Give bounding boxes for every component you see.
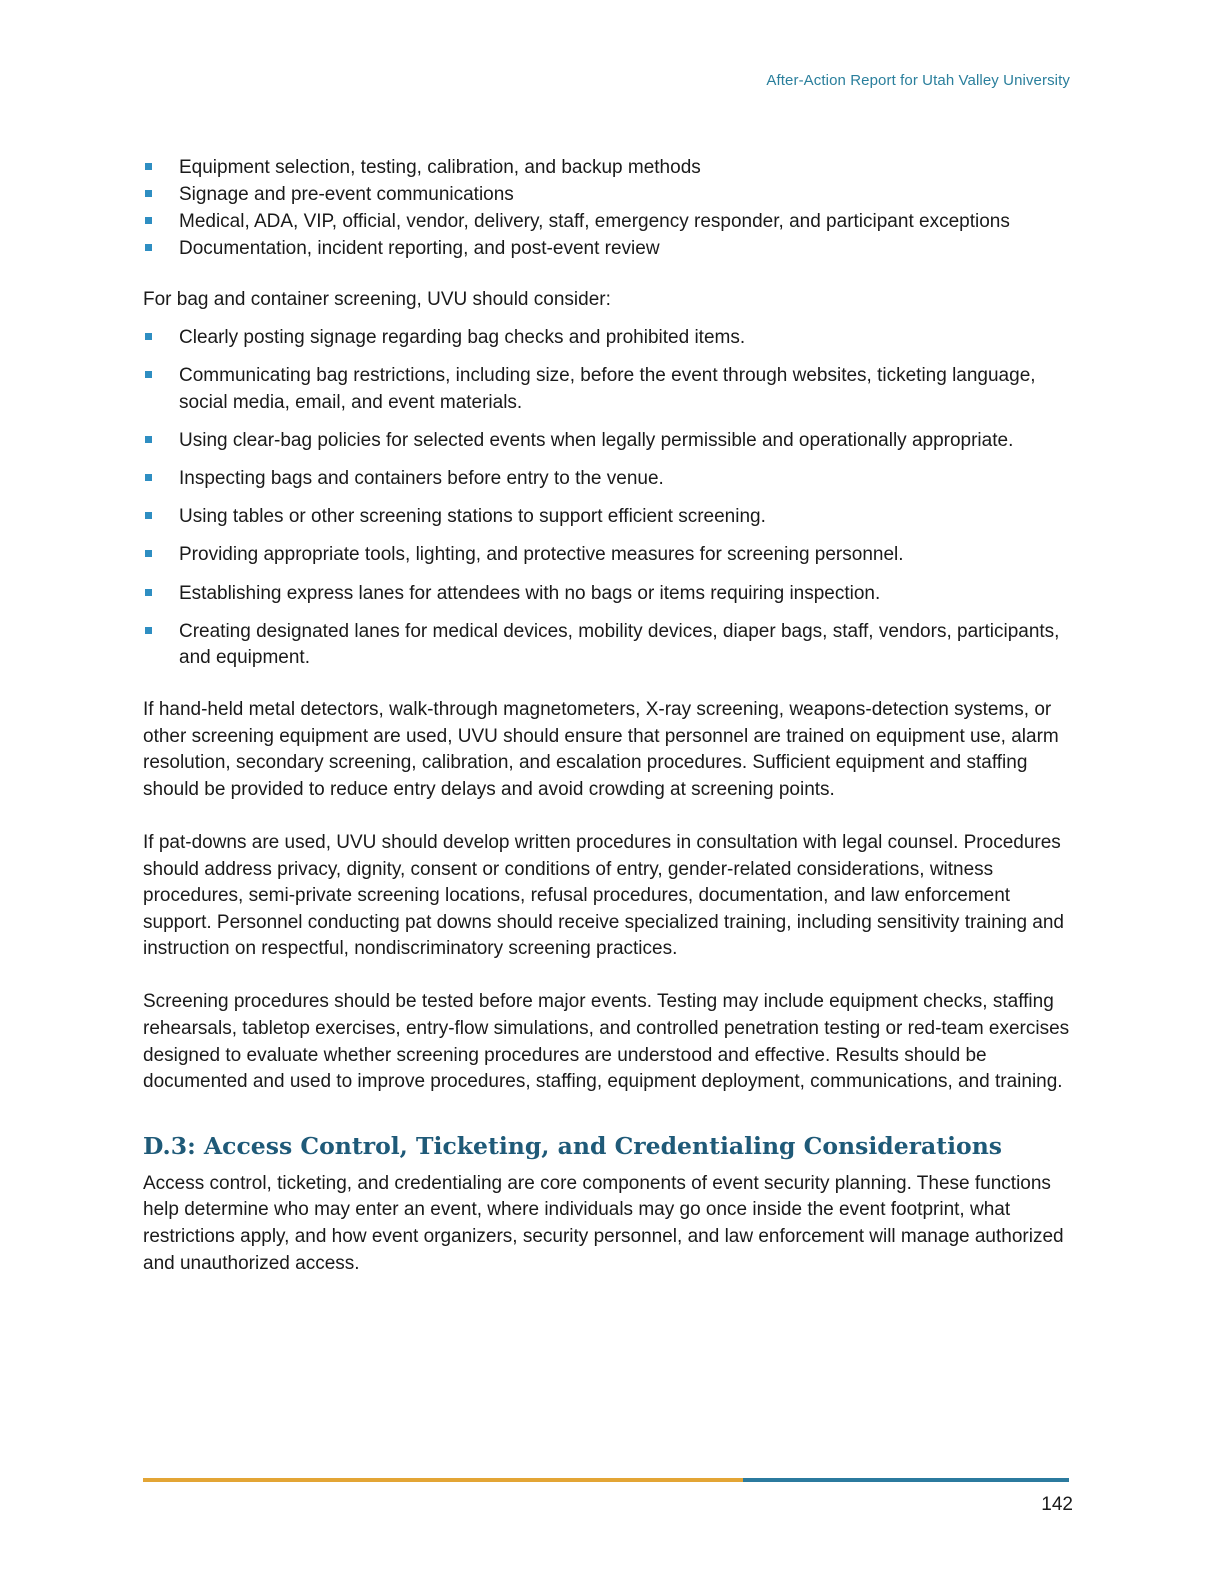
square-bullet-icon (145, 512, 152, 519)
footer-divider (143, 1478, 1069, 1482)
list-item (143, 466, 1073, 493)
bag-screening-intro: For bag and container screening, UVU should consider: (143, 289, 611, 311)
list-item-text: Equipment selection, testing, calibration, and backup methods (179, 157, 701, 178)
list-item (143, 325, 1073, 352)
testing-paragraph: Screening procedures should be tested before major events. Testing may include equipment checks, staffing rehearsals, tabletop exercises, entry-flow simulations, and controlled penetration testing or red-team exercises designed to evaluate whether screening procedures are understood and effective. Results should be documented and used to improve procedures, staffing, equipment deployment, communications, and training. (143, 991, 1070, 1093)
list-item-text: Clearly posting signage regarding bag checks and prohibited items. (179, 326, 746, 348)
square-bullet-icon (145, 627, 152, 634)
section-heading: D.3: Access Control, Ticketing, and Credentialing Considerations (143, 1131, 1003, 1160)
list-item-text: Documentation, incident reporting, and post-event review (179, 237, 660, 259)
list-item (143, 236, 1073, 263)
list-item-text: Providing appropriate tools, lighting, and protective measures for screening personnel. (179, 544, 904, 566)
running-header: After-Action Report for Utah Valley University (766, 72, 1070, 89)
list-item-text: Communicating bag restrictions, including size, before the event through websites, ticketing language, social media, email, and event materials. (179, 365, 1036, 413)
square-bullet-icon (145, 333, 152, 340)
pat-down-paragraph: If pat-downs are used, UVU should develop written procedures in consultation with legal counsel. Procedures should address privacy, dignity, consent or conditions of entry, gender-related considerations, witness procedures, semi-private screening locations, refusal procedures, documentation, and law enforcement support. Personnel conducting pat downs should receive specialized training, including sensitivity training and instruction on respectful, nondiscriminatory screening practices. (143, 831, 1064, 960)
footer-divider-gold (143, 1478, 743, 1482)
square-bullet-icon (145, 589, 152, 596)
page-content (143, 155, 1073, 1304)
page-number: 142 (1041, 1494, 1073, 1515)
list-item-text: Using clear-bag policies for selected events when legally permissible and operationally appropriate. (179, 429, 1014, 451)
footer-divider-blue (743, 1478, 1069, 1482)
square-bullet-icon (145, 190, 152, 197)
list-item (143, 581, 1073, 608)
square-bullet-icon (145, 436, 152, 443)
list-item (143, 155, 1073, 182)
list-item (143, 182, 1073, 209)
list-item (143, 428, 1073, 455)
list-item (143, 619, 1073, 672)
list-item (143, 209, 1073, 236)
square-bullet-icon (145, 474, 152, 481)
considerations-list (143, 155, 1073, 262)
screening-equipment-paragraph: If hand-held metal detectors, walk-through magnetometers, X-ray screening, weapons-detection systems, or other screening equipment are used, UVU should ensure that personnel are trained on equipment use, alarm resolution, secondary screening, calibration, and escalation procedures. Sufficient equipment and staffing should be provided to reduce entry delays and avoid crowding at screening points. (143, 698, 1059, 800)
square-bullet-icon (145, 550, 152, 557)
square-bullet-icon (145, 244, 152, 251)
list-item-text: Creating designated lanes for medical devices, mobility devices, diaper bags, staff, vendors, participants, and equipment. (179, 620, 1060, 669)
list-item-text: Establishing express lanes for attendees with no bags or items requiring inspection. (179, 582, 881, 604)
square-bullet-icon (145, 217, 152, 224)
list-item-text: Medical, ADA, VIP, official, vendor, delivery, staff, emergency responder, and participant exceptions (179, 210, 1010, 232)
list-item (143, 504, 1073, 531)
square-bullet-icon (145, 371, 152, 378)
section-body-paragraph: Access control, ticketing, and credentialing are core components of event security planning. These functions help determine who may enter an event, where individuals may go once inside the event footprint, what restrictions apply, and how event organizers, security personnel, and law enforcement will manage authorized and unauthorized access. (143, 1172, 1064, 1274)
list-item-text: Using tables or other screening stations to support efficient screening. (179, 506, 766, 528)
list-item-text: Inspecting bags and containers before entry to the venue. (179, 468, 664, 490)
square-bullet-icon (145, 163, 152, 170)
list-item (143, 363, 1073, 416)
list-item-text: Signage and pre-event communications (179, 183, 514, 205)
list-item (143, 542, 1073, 569)
bag-screening-list (143, 325, 1073, 672)
